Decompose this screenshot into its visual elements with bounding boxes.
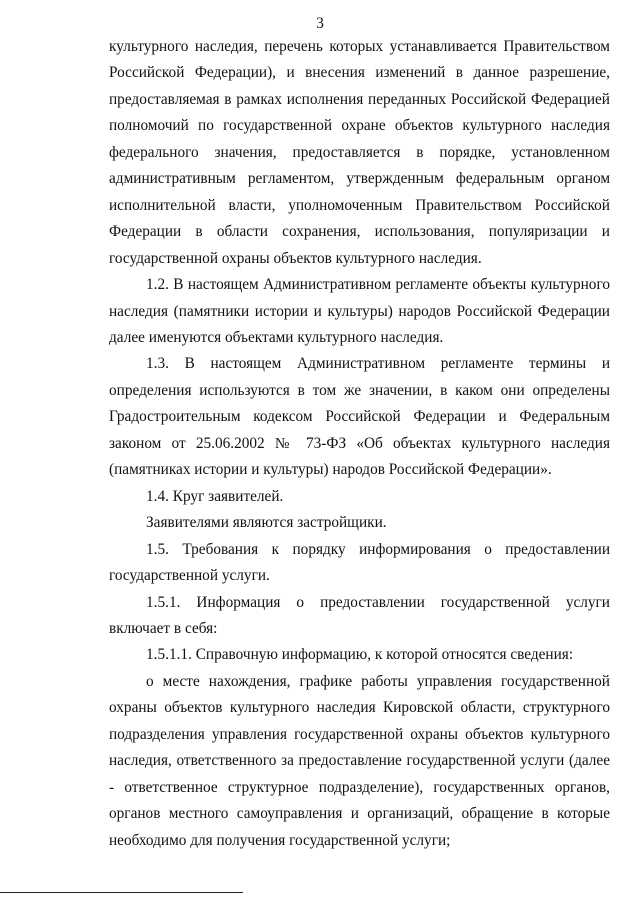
paragraph-1-5-1-1: 1.5.1.1. Справочную информацию, к которой относятся сведения:: [146, 646, 574, 664]
paragraph-1-3: 1.3. В настоящем Административном регламенте термины и определения используются в том же значении, в каком они определены Градостроительным кодексом Российской Федерации и Федеральным законом от 25.06.2002 № 73-ФЗ «Об объектах культурного наследия (памятниках истории и культуры) народов Российской Федерации».: [109, 355, 610, 479]
paragraph-continuation: культурного наследия, перечень которых устанавливается Правительством Российской Федерации), и внесения изменений в данное разрешение, предоставляемая в рамках исполнения переданных Российской Федерацией полномочий по государственной охране объектов культурного наследия федерального значения, предоставляется в порядке, установленном административным регламентом, утвержденным федеральным органом исполнительной власти, уполномоченным Правительством Российской Федерации в области сохранения, использования, популяризации и государственной охраны объектов культурного наследия.: [109, 38, 610, 267]
page-number: 3: [316, 15, 324, 32]
paragraph-1-5-1: 1.5.1. Информация о предоставлении государственной услуги включает в себя:: [109, 593, 610, 637]
paragraph-applicants: Заявителями являются застройщики.: [146, 514, 387, 532]
paragraph-1-5: 1.5. Требования к порядку информирования о предоставлении государственной услуги.: [109, 540, 610, 585]
footer-rule: [0, 892, 243, 893]
paragraph-1-2: 1.2. В настоящем Административном регламенте объекты культурного наследия (памятники истории и культуры) народов Российской Федерации далее именуются объектами культурного наследия.: [109, 276, 610, 346]
paragraph-location-info: о месте нахождения, графике работы управления государственной охраны объектов культурного наследия Кировской области, структурного подразделения управления государственной охраны объектов культурного наследия, ответственного за предоставление государственной услуги (далее - ответственное структурное подразделение), государственных органов, органов местного самоуправления и организаций, обращение в которые необходимо для получения государственной услуги;: [109, 672, 610, 849]
paragraph-1-4: 1.4. Круг заявителей.: [146, 487, 284, 505]
document-body: [109, 34, 610, 854]
